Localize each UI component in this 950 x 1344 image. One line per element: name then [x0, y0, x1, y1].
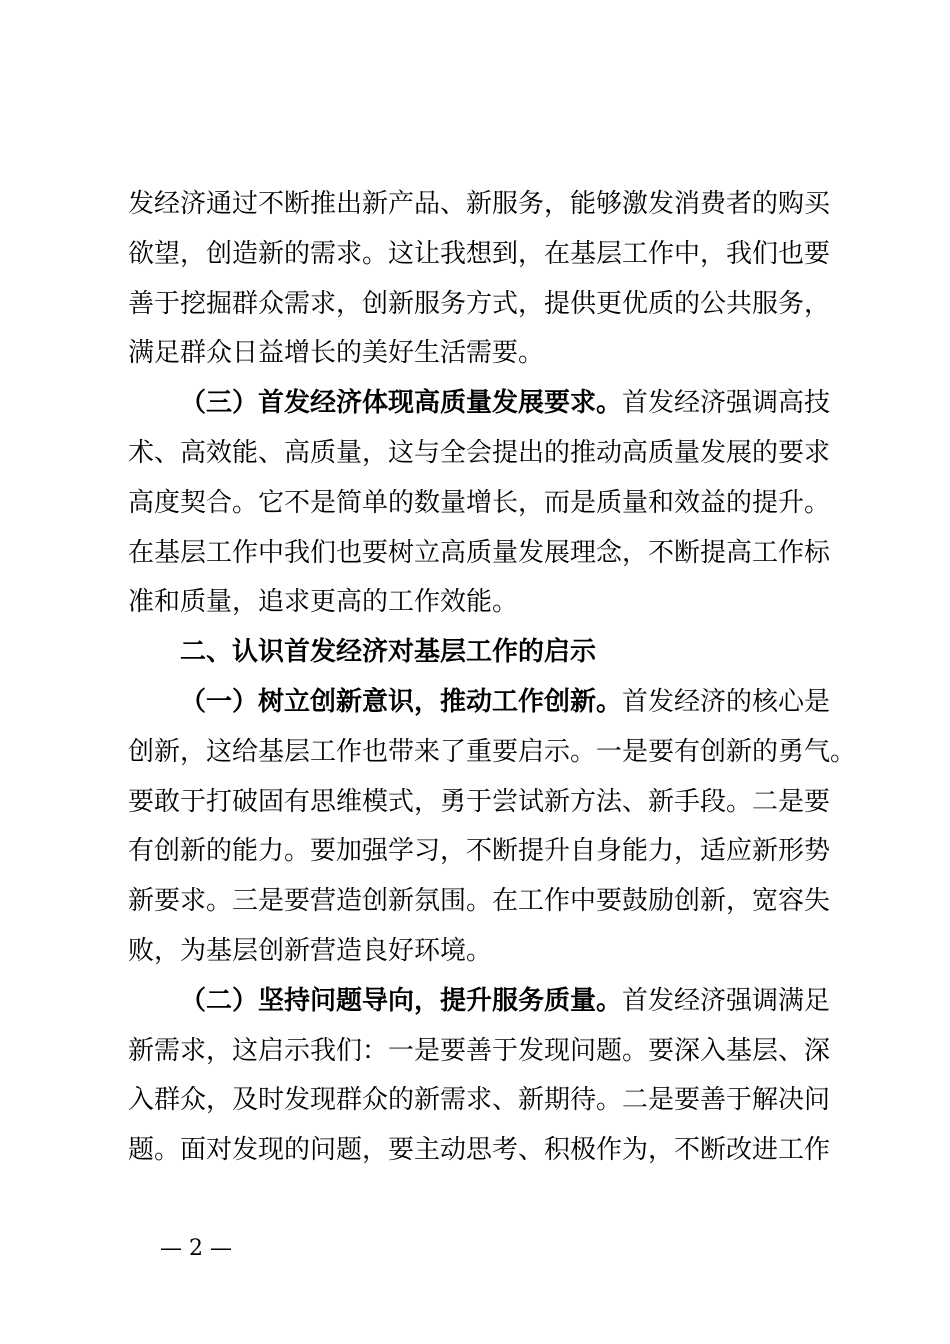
subsection-line [128, 977, 833, 1027]
subsection-line [128, 678, 833, 728]
text-line: 新要求。三是要营造创新氛围。在工作中要鼓励创新，宽容失 [128, 886, 831, 917]
text-line: 有创新的能力。要加强学习，不断提升自身能力，适应新形势 [128, 836, 831, 867]
subsection-heading: （一）树立创新意识，推动工作创新。 [180, 686, 623, 717]
text-line: 高度契合。它不是简单的数量增长，而是质量和效益的提升。 [128, 487, 831, 518]
text-line: 在基层工作中我们也要树立高质量发展理念，不断提高工作标 [128, 537, 831, 568]
text-line: 准和质量，追求更高的工作效能。 [128, 587, 519, 618]
text-line: 术、高效能、高质量，这与全会提出的推动高质量发展的要求 [128, 437, 831, 468]
text-line: 创新，这给基层工作也带来了重要启示。一是要有创新的勇气。 [128, 736, 857, 767]
page-number: — 2 — [160, 1236, 232, 1261]
body-text [128, 180, 857, 1176]
text-line: 新需求，这启示我们：一是要善于发现问题。要深入基层、深 [128, 1035, 831, 1066]
text-line: 欲望，创造新的需求。这让我想到，在基层工作中，我们也要 [128, 238, 831, 269]
text-fragment: 首发经济强调满足 [622, 985, 831, 1016]
subsection-heading: （三）首发经济体现高质量发展要求。 [180, 388, 623, 419]
text-fragment: 首发经济强调高技 [622, 388, 831, 419]
text-fragment: 首发经济的核心是 [622, 686, 831, 717]
text-line: 发经济通过不断推出新产品、新服务，能够激发消费者的购买 [128, 189, 831, 219]
subsection-heading: （二）坚持问题导向，提升服务质量。 [180, 985, 623, 1016]
text-line: 满足群众日益增长的美好生活需要。 [128, 338, 545, 369]
section-heading: 二、认识首发经济对基层工作的启示 [180, 637, 597, 668]
subsection-line [128, 379, 833, 429]
text-line: 善于挖掘群众需求，创新服务方式，提供更优质的公共服务， [128, 288, 831, 319]
text-line: 败，为基层创新营造良好环境。 [128, 935, 493, 966]
text-line: 题。面对发现的问题，要主动思考、积极作为，不断改进工作 [128, 1135, 831, 1166]
text-line: 入群众，及时发现群众的新需求、新期待。二是要善于解决问 [128, 1085, 831, 1116]
text-line: 要敢于打破固有思维模式，勇于尝试新方法、新手段。二是要 [128, 786, 831, 817]
